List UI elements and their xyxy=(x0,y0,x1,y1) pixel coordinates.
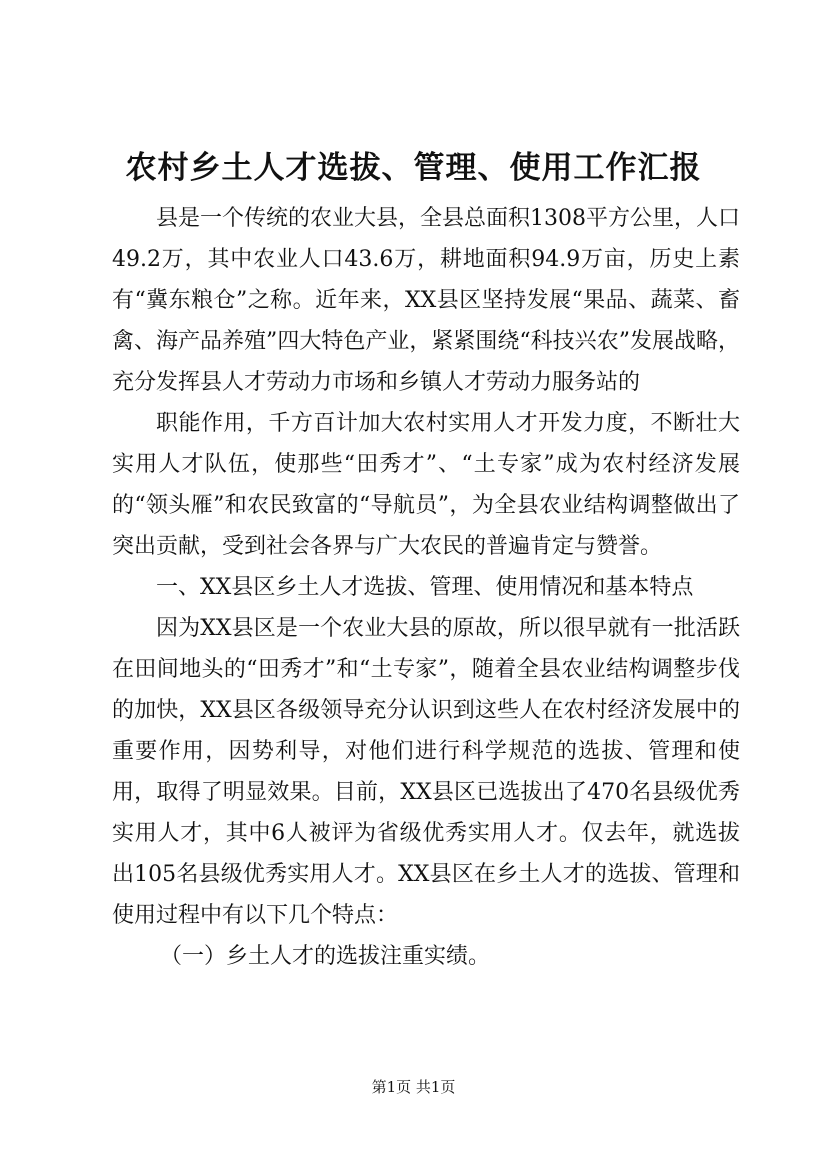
section-heading-1: 一、XX县区乡土人才选拔、管理、使用情况和基本特点 xyxy=(156,575,694,600)
document-title: 农村乡土人才选拔、管理、使用工作汇报 xyxy=(125,150,702,186)
page-number-footer: 第1页 共1页 xyxy=(371,1078,456,1096)
paragraph-intro: 县是一个传统的农业大县，全县总面积1308平方公里，人口49.2万，其中农业人口43.6万，耕地面积94.9万亩，历史上素有“冀东粮仓”之称。近年来，XX县区坚持发展“果品、蔬菜、畜禽、海产品养殖”四大特色产业，紧紧围绕“科技兴农”发展战略，充分发挥县人才劳动力市场和乡镇人才劳动力服务站的 xyxy=(112,206,740,395)
paragraph-background: 因为XX县区是一个农业大县的原故，所以很早就有一批活跃在田间地头的“田秀才”和“土专家”，随着全县农业结构调整步伐的加快，XX县区各级领导充分认识到这些人在农村经济发展中的重要作用，因势利导，对他们进行科学规范的选拔、管理和使用，取得了明显效果。目前，XX县区已选拔出了470名县级优秀实用人才，其中6人被评为省级优秀实用人才。仅去年，就选拔出105名县级优秀实用人才。XX县区在乡土人才的选拔、管理和使用过程中有以下几个特点： xyxy=(112,616,740,928)
document-body xyxy=(112,198,740,977)
subsection-heading-1: （一）乡土人才的选拔注重实绩。 xyxy=(160,944,491,969)
paragraph-role: 职能作用，千方百计加大农村实用人才开发力度，不断壮大实用人才队伍，使那些“田秀才”、“土专家”成为农村经济发展的“领头雁”和农民致富的“导航员”，为全县农业结构调整做出了突出贡献，受到社会各界与广大农民的普遍肯定与赞誉。 xyxy=(112,411,740,559)
